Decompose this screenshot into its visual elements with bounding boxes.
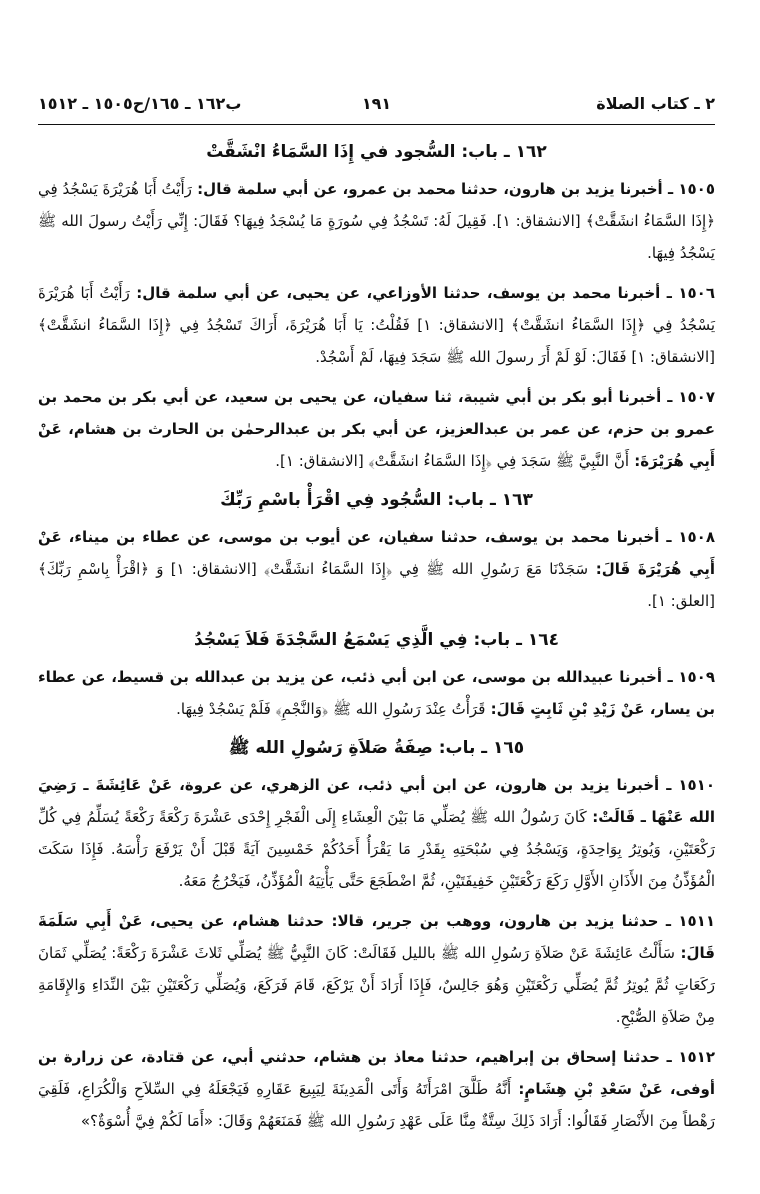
hadith-matn: رَأَيْتُ أَبَا هُرَيْرَةَ يَسْجُدُ فِي ﴿إِذَا السَّمَاءُ انشَقَّتْ﴾ [الانشقاق: ١]. فَقِيلَ لَهُ: تَسْجُدُ فِي سُورَةٍ مَا يُسْجَدُ فِيهَا؟ فَقَالَ: إِنِّي رَأَيْتُ رسولَ الله ﷺ يَسْجُدُ فِيهَا.	[38, 180, 716, 262]
chapter-heading-163: ١٦٣ ـ باب: السُّجُود فِي اقْرَأْ باسْمِ رَبِّكَ	[220, 490, 533, 510]
hadith-1506	[38, 277, 715, 373]
hadith-1511	[38, 905, 715, 1033]
chapter-heading-162: ١٦٢ ـ باب: السُّجود في إِذَا السَّمَاءُ انْشَقَّتْ	[206, 142, 547, 162]
hadith-isnad: ١٥١١ ـ حدثنا يزيد بن هارون، ووهب بن جرير، قالا: حدثنا هشام، عن يحيى، عَنْ أَبِي سَلَمَةَ قَالَ:	[38, 912, 715, 962]
hadith-1508	[38, 521, 715, 617]
hadith-isnad: ١٥٠٧ ـ أخبرنا أبو بكر بن أبي شيبة، ثنا سفيان، عن يحيى بن سعيد، عن أبي بكر بن محمد بن عمرو بن حزم، عن عمر بن عبدالعزيز، عن أبي بكر بن عبدالرحمٰن بن الحارث بن هشام، عَنْ أَبِي هُرَيْرَةَ:	[38, 388, 715, 470]
hadith-1507	[38, 381, 715, 477]
hadith-matn: رَأَيْتُ أَبَا هُرَيْرَةَ يَسْجُدُ فِي ﴿إِذَا السَّمَاءُ انشَقَّتْ﴾ [الانشقاق: ١] فَقُلْتُ: يَا أَبَا هُرَيْرَةَ، أَرَاكَ تَسْجُدُ فِي ﴿إِذَا السَّمَاءُ انشَقَّتْ﴾ [الانشقاق: ١] فَقَالَ: لَوْ لَمْ أَرَ رسولَ الله ﷺ سَجَدَ فِيهَا، لَمْ أَسْجُدْ.	[38, 284, 715, 366]
hadith-1505	[38, 173, 715, 269]
hadith-matn: كَانَ رَسُولُ الله ﷺ يُصَلِّي مَا بَيْنَ الْعِشَاءِ إِلَى الْفَجْرِ إِحْدَى عَشْرَةَ رَكْعَةً رَكْعَةً يُسَلِّمُ فِي كُلِّ رَكْعَتَيْنِ، وَيُوتِرُ بِوَاحِدَةٍ، وَيَسْجُدُ فِي سُبْحَتِهِ بِقَدْرِ مَا يَقْرَأُ أَحَدُكُمْ خَمْسِينَ آيَةً قَبْلَ أَنْ يَرْفَعَ رَأْسَهُ. فَإِذَا سَكَتَ الْمُؤَذِّنُ مِنَ الأَذَانِ الأَوَّلِ رَكَعَ رَكْعَتَيْنِ خَفِيفَتَيْنِ، ثُمَّ اضْطَجَعَ حَتَّى يَأْتِيَهُ الْمُؤَذِّنُ، فَيَخْرُجُ مَعَهُ.	[38, 808, 715, 890]
header-rule	[38, 124, 715, 125]
hadith-isnad: ١٥١٠ ـ أخبرنا يزيد بن هارون، عن ابن أبي ذئب، عن الزهري، عن عروة، عَنْ عَائِشَةَ ـ رَضِيَ الله عَنْهَا ـ قَالَتْ:	[38, 776, 715, 826]
hadith-isnad: ١٥١٢ ـ حدثنا إسحاق بن إبراهيم، حدثنا معاذ بن هشام، حدثني أبي، عن قتادة، عن زرارة بن أوفى، عَنْ سَعْدِ بْنِ هِشَامٍ:	[38, 1048, 715, 1098]
hadith-isnad: ١٥٠٩ ـ أخبرنا عبيدالله بن موسى، عن ابن أبي ذئب، عن يزيد بن عبدالله بن قسيط، عن عطاء بن يسار، عَنْ زَيْدِ بْنِ ثَابِتٍ قَالَ:	[38, 668, 715, 718]
header-range: ب١٦٢ ـ ١٦٥/ح١٥٠٥ ـ ١٥١٢	[38, 94, 242, 113]
hadith-1510	[38, 769, 715, 897]
hadith-matn: سَأَلْتُ عَائِشَةَ عَنْ صَلاَةِ رَسُولِ الله ﷺ بالليل فَقَالَتْ: كَانَ النَّبِيُّ ﷺ يُصَلِّي ثَلاثَ عَشْرَةَ رَكْعَةً: يُصَلِّي ثَمَانَ رَكَعَاتٍ ثُمَّ يُوتِرُ ثُمَّ يُصَلِّي رَكْعَتَيْنِ وَهُوَ جَالِسٌ، فَإِذَا أَرَادَ أَنْ يَرْكَعَ، قَامَ فَرَكَعَ، وَيُصَلِّي رَكْعَتَيْنِ بَيْنَ النِّدَاءِ وَالإِقَامَةِ مِنْ صَلاَةِ الصُّبْحِ.	[38, 944, 715, 1026]
hadith-matn: أَنَّهُ طَلَّقَ امْرَأَتَهُ وَأَتَى الْمَدِينَةَ لِيَبِيعَ عَقَارِهِ فَيَجْعَلَهُ فِي السِّلاَحِ وَالْكُرَاعِ، فَلَقِيَ رَهْطاً مِنَ الأَنْصَارِ فَقَالُوا: أَرَادَ ذَلِكَ سِتَّةٌ مِنَّا عَلَى عَهْدِ رَسُولِ الله ﷺ فَمَنَعَهُمْ وَقَالَ: «أَمَا لَكُمْ فِيَّ أُسْوَةٌ؟»	[38, 1080, 715, 1130]
hadith-matn: قَرَأْتُ عِنْدَ رَسُولِ الله ﷺ ﴿وَالنَّجْمِ﴾ فَلَمْ يَسْجُدْ فِيهَا.	[176, 700, 486, 718]
chapter-heading-165: ١٦٥ ـ باب: صِفَةُ صَلاَةِ رَسُولِ الله ﷺ	[228, 738, 525, 758]
hadith-isnad: ١٥٠٥ ـ أخبرنا يزيد بن هارون، حدثنا محمد بن عمرو، عن أبي سلمة قال:	[191, 180, 715, 198]
header-page-number: ١٩١	[361, 94, 392, 113]
hadith-matn: أَنَّ النَّبِيَّ ﷺ سَجَدَ فِي ﴿إِذَا السَّمَاءُ انشَقَّتْ﴾ [الانشقاق: ١].	[275, 452, 630, 470]
header-chapter-title: ٢ ـ كتاب الصلاة	[596, 94, 715, 113]
hadith-matn: سَجَدْنَا مَعَ رَسُولِ الله ﷺ فِي ﴿إِذَا السَّمَاءُ انشَقَّتْ﴾ [الانشقاق: ١] وَ ﴿اقْرَأْ بِاسْمِ رَبِّكَ﴾ [العلق: ١].	[38, 560, 715, 610]
hadith-isnad: ١٥٠٨ ـ أخبرنا محمد بن يوسف، حدثنا سفيان، عن أيوب بن موسى، عن عطاء بن ميناء، عَنْ أَبِي هُرَيْرَةَ قَالَ:	[38, 528, 715, 578]
chapter-heading-164: ١٦٤ ـ باب: فِي الَّذِي يَسْمَعُ السَّجْدَةَ فَلاَ يَسْجُدُ	[194, 630, 559, 650]
hadith-isnad: ١٥٠٦ ـ أخبرنا محمد بن يوسف، حدثنا الأوزاعي، عن يحيى، عن أبي سلمة قال:	[129, 284, 715, 302]
hadith-1512	[38, 1041, 715, 1137]
hadith-1509	[38, 661, 715, 725]
running-header	[38, 80, 715, 124]
